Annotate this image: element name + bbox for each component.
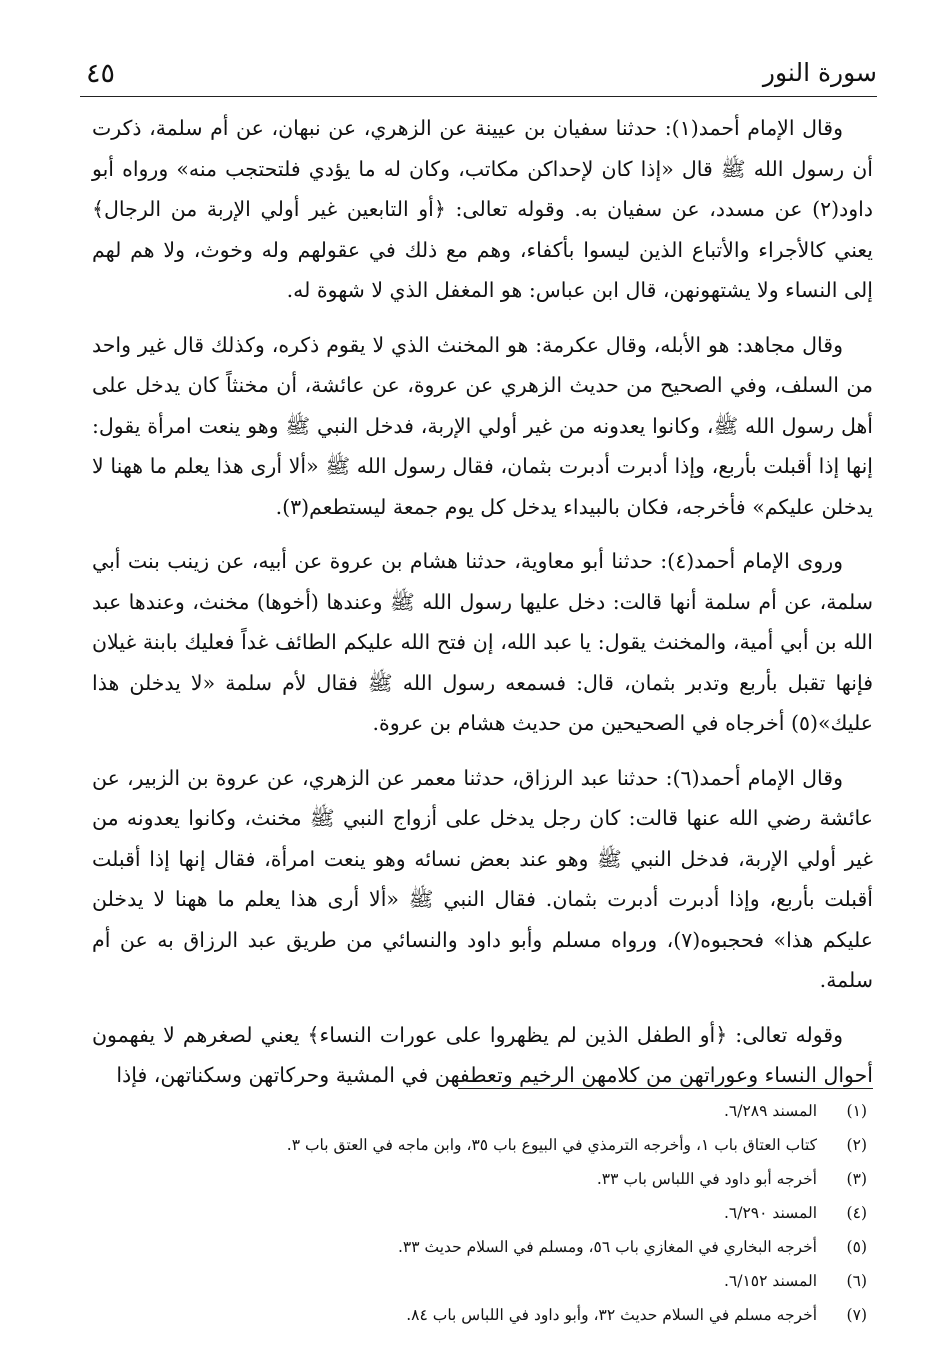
footnote-number: (٥) bbox=[846, 1238, 867, 1256]
footnote-text: المسند ٦/٢٩٠. bbox=[723, 1204, 817, 1222]
footnote-number: (٤) bbox=[846, 1204, 867, 1222]
footnote-item bbox=[160, 1128, 873, 1162]
footnote-number: (٦) bbox=[846, 1272, 867, 1290]
footnote-text: كتاب العتاق باب ١، وأخرجه الترمذي في البيوع باب ٣٥، وابن ماجه في العتق باب ٣. bbox=[286, 1136, 817, 1154]
footnote-number: (٢) bbox=[846, 1136, 867, 1154]
footnote-number: (٧) bbox=[846, 1306, 867, 1324]
paragraph: وقال الإمام أحمد(١): حدثنا سفيان بن عيينة عن الزهري، عن نبهان، عن أم سلمة، ذكرت أن رسول الله ﷺ قال «إذا كان لإحداكن مكاتب، وكان له ما يؤدي فلتحتجب منه» ورواه أبو داود(٢) عن مسدد، عن سفيان به. وقوله تعالى: ﴿أو التابعين غير أولي الإربة من الرجال﴾ يعني كالأجراء والأتباع الذين ليسوا بأكفاء، وهم مع ذلك في عقولهم وله وخوث، ولا هم لهم إلى النساء ولا يشتهونهن، قال ابن عباس: هو المغفل الذي لا شهوة له. bbox=[92, 116, 873, 302]
footnote-item bbox=[160, 1094, 873, 1128]
footnote-item bbox=[160, 1162, 873, 1196]
footnote-item bbox=[160, 1196, 873, 1230]
page-number: ٤٥ bbox=[86, 58, 116, 89]
footnote-text: المسند ٦/١٥٢. bbox=[723, 1272, 817, 1290]
surah-title: سورة النور bbox=[762, 58, 877, 87]
footnote-number: (١) bbox=[846, 1102, 867, 1120]
paragraph: وقال الإمام أحمد(٦): حدثنا عبد الرزاق، حدثنا معمر عن الزهري، عن عروة بن الزبير، عن عائشة رضي الله عنها قالت: كان رجل يدخل على أزواج النبي ﷺ مخنث، وكانوا يعدونه من غير أولي الإربة، فدخل النبي ﷺ وهو عند بعض نسائه وهو ينعت امرأة، فقال إنها إذا أقبلت أقبلت بأربع، وإذا أدبرت أدبرت بثمان. فقال النبي ﷺ «ألا أرى هذا يعلم ما ههنا لا يدخلن عليكم هذا» فحجبوه(٧)، ورواه مسلم وأبو داود والنسائي من طريق عبد الرزاق به عن أم سلمة. bbox=[92, 765, 873, 992]
footnote-text: أخرجه البخاري في المغازي باب ٥٦، ومسلم في السلام حديث ٣٣. bbox=[397, 1238, 817, 1256]
footnote-number: (٣) bbox=[846, 1170, 867, 1188]
footnote-item bbox=[160, 1264, 873, 1298]
footnote-text: أخرجه مسلم في السلام حديث ٣٢، وأبو داود في اللباس باب ٨٤. bbox=[406, 1306, 817, 1324]
footnotes bbox=[160, 1094, 873, 1332]
footnote-item bbox=[160, 1298, 873, 1332]
footnote-text: أخرجه أبو داود في اللباس باب ٣٣. bbox=[596, 1170, 817, 1188]
paragraph: وقوله تعالى: ﴿أو الطفل الذين لم يظهروا على عورات النساء﴾ يعني لصغرهم لا يفهمون أحوال النساء وعوراتهن من كلامهن الرخيم وتعطفهن في المشية وحركاتهن وسكناتهن، فإذا bbox=[92, 1022, 873, 1087]
footnote-text: المسند ٦/٢٨٩. bbox=[723, 1102, 817, 1120]
main-text bbox=[92, 108, 873, 1110]
footnote-item bbox=[160, 1230, 873, 1264]
paragraph: وروى الإمام أحمد(٤): حدثنا أبو معاوية، حدثنا هشام بن عروة عن أبيه، عن زينب بنت أبي سلمة، عن أم سلمة أنها قالت: دخل عليها رسول الله ﷺ وعندها (أخوها) مخنث، وعندها عبد الله بن أبي أمية، والمخنث يقول: يا عبد الله، إن فتح الله عليكم الطائف غداً فعليك بابنة غيلان فإنها تقبل بأربع وتدبر بثمان، قال: فسمعه رسول الله ﷺ فقال لأم سلمة «لا يدخلن هذا عليك»(٥) أخرجاه في الصحيحين من حديث هشام بن عروة. bbox=[92, 549, 873, 735]
footnote-divider bbox=[458, 1088, 873, 1089]
page-header bbox=[80, 56, 877, 97]
paragraph: وقال مجاهد: هو الأبله، وقال عكرمة: هو المخنث الذي لا يقوم ذكره، وكذلك قال غير واحد من السلف، وفي الصحيح من حديث الزهري عن عروة، عن عائشة، أن مخنثاً كان يدخل على أهل رسول الله ﷺ، وكانوا يعدونه من غير أولي الإربة، فدخل النبي ﷺ وهو ينعت امرأة يقول: إنها إذا أقبلت بأربع، وإذا أدبرت أدبرت بثمان، فقال رسول الله ﷺ «ألا أرى هذا يعلم ما ههنا لا يدخلن عليكم» فأخرجه، فكان بالبيداء يدخل كل يوم جمعة ليستطعم(٣). bbox=[92, 332, 873, 519]
